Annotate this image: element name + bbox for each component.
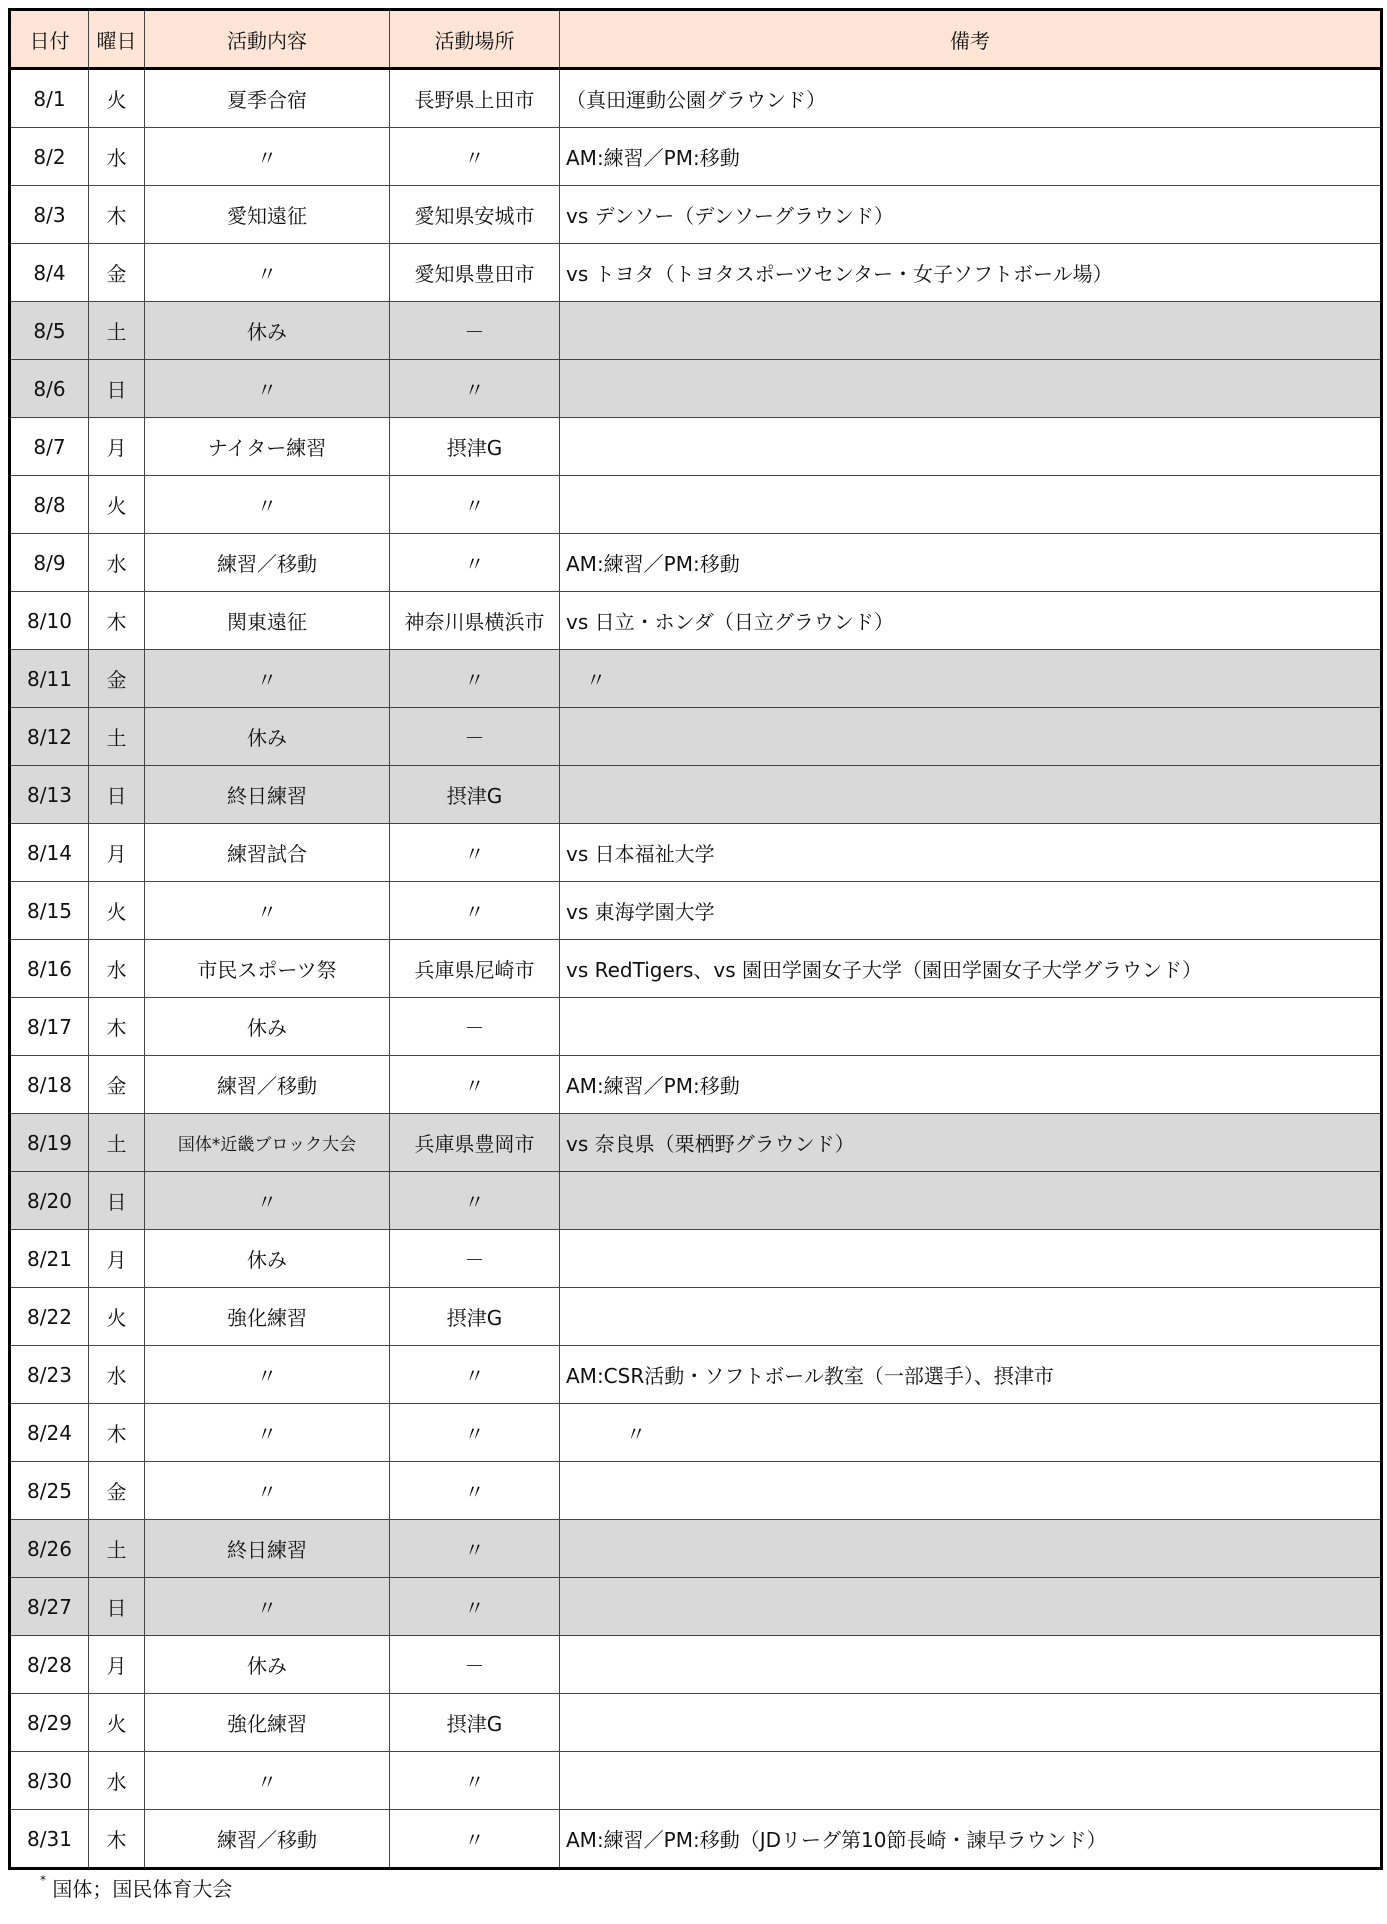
header-date: 日付 <box>10 10 89 69</box>
notes-cell <box>560 1230 1382 1288</box>
date-cell: 8/6 <box>10 360 89 418</box>
activity-cell: 〃 <box>145 1578 390 1636</box>
place-cell: 〃 <box>390 1578 560 1636</box>
place-cell: 摂津G <box>390 766 560 824</box>
table-body <box>10 69 1382 1869</box>
table-row <box>10 1462 1382 1520</box>
activity-cell: 休み <box>145 302 390 360</box>
notes-cell <box>560 1636 1382 1694</box>
table-row <box>10 1520 1382 1578</box>
date-cell: 8/9 <box>10 534 89 592</box>
weekday-cell: 土 <box>89 1114 145 1172</box>
weekday-cell: 火 <box>89 69 145 128</box>
table-row <box>10 476 1382 534</box>
activity-cell: 練習／移動 <box>145 1056 390 1114</box>
date-cell: 8/21 <box>10 1230 89 1288</box>
notes-cell <box>560 360 1382 418</box>
date-cell: 8/22 <box>10 1288 89 1346</box>
notes-cell <box>560 1520 1382 1578</box>
table-row <box>10 1346 1382 1404</box>
header-place: 活動場所 <box>390 10 560 69</box>
activity-cell: 休み <box>145 998 390 1056</box>
date-cell: 8/4 <box>10 244 89 302</box>
table-row <box>10 1694 1382 1752</box>
table-row <box>10 244 1382 302</box>
weekday-cell: 金 <box>89 1462 145 1520</box>
place-cell: － <box>390 998 560 1056</box>
weekday-cell: 土 <box>89 302 145 360</box>
activity-cell: 〃 <box>145 1462 390 1520</box>
table-row <box>10 1288 1382 1346</box>
activity-cell: 夏季合宿 <box>145 69 390 128</box>
date-cell: 8/28 <box>10 1636 89 1694</box>
weekday-cell: 水 <box>89 1346 145 1404</box>
activity-cell: 〃 <box>145 360 390 418</box>
place-cell: 愛知県豊田市 <box>390 244 560 302</box>
date-cell: 8/30 <box>10 1752 89 1810</box>
place-cell: 〃 <box>390 1520 560 1578</box>
table-row <box>10 128 1382 186</box>
table-row <box>10 69 1382 128</box>
weekday-cell: 月 <box>89 1230 145 1288</box>
table-row <box>10 418 1382 476</box>
notes-cell: vs 東海学園大学 <box>560 882 1382 940</box>
table-row <box>10 1752 1382 1810</box>
place-cell: 〃 <box>390 476 560 534</box>
header-weekday: 曜日 <box>89 10 145 69</box>
notes-cell <box>560 1288 1382 1346</box>
notes-cell: vs デンソー（デンソーグラウンド） <box>560 186 1382 244</box>
notes-cell <box>560 1752 1382 1810</box>
weekday-cell: 月 <box>89 1636 145 1694</box>
notes-cell <box>560 302 1382 360</box>
date-cell: 8/8 <box>10 476 89 534</box>
activity-cell: 〃 <box>145 650 390 708</box>
notes-cell: vs 奈良県（栗栖野グラウンド） <box>560 1114 1382 1172</box>
activity-cell: 休み <box>145 1230 390 1288</box>
date-cell: 8/31 <box>10 1810 89 1869</box>
date-cell: 8/16 <box>10 940 89 998</box>
weekday-cell: 月 <box>89 418 145 476</box>
date-cell: 8/29 <box>10 1694 89 1752</box>
place-cell: － <box>390 708 560 766</box>
date-cell: 8/14 <box>10 824 89 882</box>
notes-cell: vs 日立・ホンダ（日立グラウンド） <box>560 592 1382 650</box>
header-notes: 備考 <box>560 10 1382 69</box>
date-cell: 8/12 <box>10 708 89 766</box>
activity-cell: 強化練習 <box>145 1288 390 1346</box>
notes-cell: （真田運動公園グラウンド） <box>560 69 1382 128</box>
notes-cell: vs RedTigers、vs 園田学園女子大学（園田学園女子大学グラウンド） <box>560 940 1382 998</box>
date-cell: 8/15 <box>10 882 89 940</box>
weekday-cell: 木 <box>89 998 145 1056</box>
place-cell: 〃 <box>390 534 560 592</box>
place-cell: 兵庫県豊岡市 <box>390 1114 560 1172</box>
activity-cell: 練習／移動 <box>145 534 390 592</box>
notes-cell: 〃 <box>560 1404 1382 1462</box>
place-cell: 〃 <box>390 1056 560 1114</box>
place-cell: 摂津G <box>390 1288 560 1346</box>
table-row <box>10 186 1382 244</box>
table-row <box>10 1230 1382 1288</box>
place-cell: 〃 <box>390 650 560 708</box>
weekday-cell: 火 <box>89 476 145 534</box>
footnote-marker: * <box>40 1873 46 1888</box>
activity-cell: 〃 <box>145 244 390 302</box>
place-cell: 〃 <box>390 1462 560 1520</box>
date-cell: 8/7 <box>10 418 89 476</box>
table-row <box>10 302 1382 360</box>
weekday-cell: 日 <box>89 766 145 824</box>
place-cell: － <box>390 302 560 360</box>
date-cell: 8/2 <box>10 128 89 186</box>
notes-cell: AM:練習／PM:移動（JDリーグ第10節長崎・諫早ラウンド） <box>560 1810 1382 1869</box>
place-cell: 〃 <box>390 1404 560 1462</box>
table-row <box>10 824 1382 882</box>
activity-cell: 〃 <box>145 1404 390 1462</box>
table-row <box>10 940 1382 998</box>
weekday-cell: 金 <box>89 1056 145 1114</box>
notes-cell: AM:練習／PM:移動 <box>560 1056 1382 1114</box>
activity-cell: 〃 <box>145 882 390 940</box>
place-cell: － <box>390 1636 560 1694</box>
date-cell: 8/13 <box>10 766 89 824</box>
place-cell: 〃 <box>390 1752 560 1810</box>
place-cell: 〃 <box>390 882 560 940</box>
table-row <box>10 1636 1382 1694</box>
notes-cell <box>560 1462 1382 1520</box>
activity-cell: 〃 <box>145 1172 390 1230</box>
table-row <box>10 766 1382 824</box>
weekday-cell: 水 <box>89 940 145 998</box>
activity-cell: 休み <box>145 1636 390 1694</box>
activity-cell: 終日練習 <box>145 1520 390 1578</box>
weekday-cell: 火 <box>89 882 145 940</box>
date-cell: 8/24 <box>10 1404 89 1462</box>
date-cell: 8/25 <box>10 1462 89 1520</box>
table-row <box>10 1114 1382 1172</box>
place-cell: 〃 <box>390 128 560 186</box>
place-cell: － <box>390 1230 560 1288</box>
activity-cell: 〃 <box>145 1752 390 1810</box>
place-cell: 摂津G <box>390 1694 560 1752</box>
weekday-cell: 火 <box>89 1694 145 1752</box>
date-cell: 8/3 <box>10 186 89 244</box>
activity-cell: 〃 <box>145 476 390 534</box>
notes-cell <box>560 1172 1382 1230</box>
weekday-cell: 水 <box>89 128 145 186</box>
notes-cell <box>560 766 1382 824</box>
notes-cell: AM:練習／PM:移動 <box>560 534 1382 592</box>
activity-cell: 国体*近畿ブロック大会 <box>145 1114 390 1172</box>
place-cell: 神奈川県横浜市 <box>390 592 560 650</box>
activity-cell: 練習／移動 <box>145 1810 390 1869</box>
weekday-cell: 木 <box>89 1810 145 1869</box>
table-row <box>10 1056 1382 1114</box>
notes-cell <box>560 1694 1382 1752</box>
date-cell: 8/10 <box>10 592 89 650</box>
place-cell: 愛知県安城市 <box>390 186 560 244</box>
place-cell: 〃 <box>390 824 560 882</box>
weekday-cell: 木 <box>89 592 145 650</box>
date-cell: 8/23 <box>10 1346 89 1404</box>
table-row <box>10 534 1382 592</box>
header-row <box>10 10 1382 69</box>
schedule-table <box>8 8 1383 1870</box>
table-row <box>10 1404 1382 1462</box>
place-cell: 〃 <box>390 360 560 418</box>
place-cell: 〃 <box>390 1810 560 1869</box>
table-row <box>10 1578 1382 1636</box>
place-cell: 兵庫県尼崎市 <box>390 940 560 998</box>
activity-cell: 〃 <box>145 1346 390 1404</box>
activity-cell: 市民スポーツ祭 <box>145 940 390 998</box>
table-row <box>10 708 1382 766</box>
activity-cell: 〃 <box>145 128 390 186</box>
notes-cell <box>560 1578 1382 1636</box>
weekday-cell: 火 <box>89 1288 145 1346</box>
activity-cell: 休み <box>145 708 390 766</box>
place-cell: 〃 <box>390 1172 560 1230</box>
notes-cell: vs 日本福祉大学 <box>560 824 1382 882</box>
activity-cell: 関東遠征 <box>145 592 390 650</box>
date-cell: 8/18 <box>10 1056 89 1114</box>
table-row <box>10 650 1382 708</box>
weekday-cell: 日 <box>89 1578 145 1636</box>
weekday-cell: 日 <box>89 360 145 418</box>
notes-cell <box>560 998 1382 1056</box>
notes-cell: vs トヨタ（トヨタスポーツセンター・女子ソフトボール場） <box>560 244 1382 302</box>
activity-cell: 練習試合 <box>145 824 390 882</box>
notes-cell <box>560 708 1382 766</box>
weekday-cell: 水 <box>89 534 145 592</box>
weekday-cell: 土 <box>89 1520 145 1578</box>
activity-cell: 愛知遠征 <box>145 186 390 244</box>
place-cell: 長野県上田市 <box>390 69 560 128</box>
table-row <box>10 998 1382 1056</box>
place-cell: 〃 <box>390 1346 560 1404</box>
activity-cell: 終日練習 <box>145 766 390 824</box>
date-cell: 8/20 <box>10 1172 89 1230</box>
footnote <box>40 1873 232 1902</box>
table-row <box>10 882 1382 940</box>
weekday-cell: 水 <box>89 1752 145 1810</box>
notes-cell: AM:練習／PM:移動 <box>560 128 1382 186</box>
weekday-cell: 月 <box>89 824 145 882</box>
date-cell: 8/1 <box>10 69 89 128</box>
weekday-cell: 金 <box>89 650 145 708</box>
footnote-text: 国体；国民体育大会 <box>52 1877 233 1901</box>
table-row <box>10 592 1382 650</box>
activity-cell: 強化練習 <box>145 1694 390 1752</box>
date-cell: 8/26 <box>10 1520 89 1578</box>
date-cell: 8/11 <box>10 650 89 708</box>
date-cell: 8/19 <box>10 1114 89 1172</box>
notes-cell: AM:CSR活動・ソフトボール教室（一部選手）、摂津市 <box>560 1346 1382 1404</box>
table-row <box>10 1172 1382 1230</box>
date-cell: 8/5 <box>10 302 89 360</box>
table-row <box>10 360 1382 418</box>
date-cell: 8/27 <box>10 1578 89 1636</box>
notes-cell <box>560 418 1382 476</box>
notes-cell: 〃 <box>560 650 1382 708</box>
place-cell: 摂津G <box>390 418 560 476</box>
weekday-cell: 日 <box>89 1172 145 1230</box>
weekday-cell: 木 <box>89 1404 145 1462</box>
header-activity: 活動内容 <box>145 10 390 69</box>
activity-cell: ナイター練習 <box>145 418 390 476</box>
table-row <box>10 1810 1382 1869</box>
weekday-cell: 木 <box>89 186 145 244</box>
notes-cell <box>560 476 1382 534</box>
weekday-cell: 土 <box>89 708 145 766</box>
date-cell: 8/17 <box>10 998 89 1056</box>
weekday-cell: 金 <box>89 244 145 302</box>
